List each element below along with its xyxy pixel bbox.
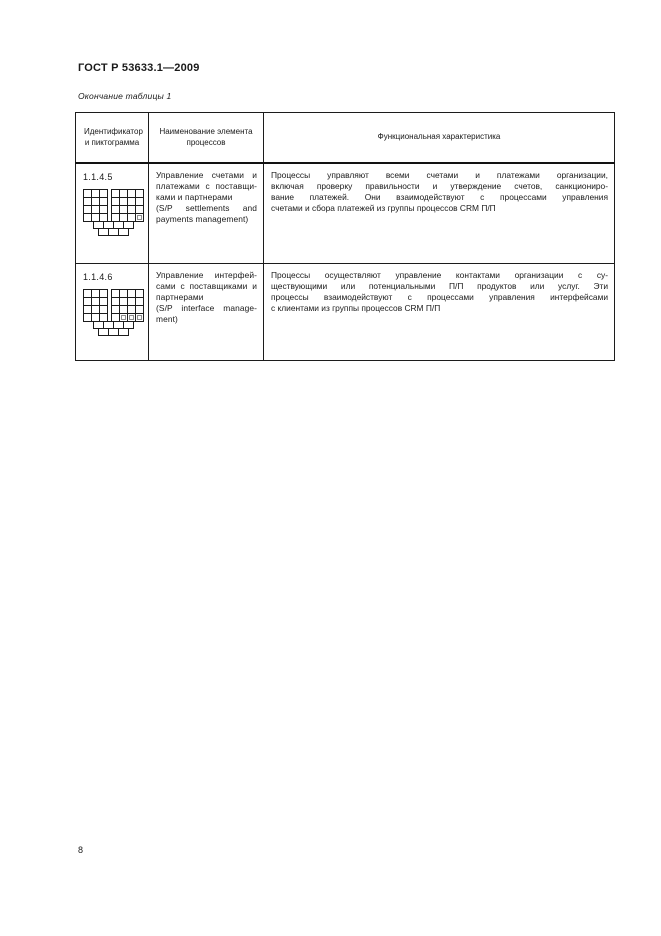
process-grid-cell [92,190,99,197]
col-header-identifier: Идентификатор и пиктограмма [76,113,149,164]
process-grid-cell [112,206,119,213]
process-grid-cell [92,314,99,321]
process-grid-cell [92,298,99,305]
marked-process-cell [137,315,142,320]
text-line: ществующими или потенциальными П/П продуктов или услуг. Эти [271,280,608,291]
marked-process-cell [137,215,142,220]
process-grid-cell [84,190,91,197]
marked-process-cell [129,315,134,320]
process-grid-cell [112,298,119,305]
page-number: 8 [78,845,84,855]
process-grid-cell [128,306,135,313]
process-grid-cell [84,314,91,321]
process-grid-cell [84,290,91,297]
process-grid-cell [120,290,127,297]
process-strip [98,328,129,336]
process-grid-cell [100,190,107,197]
process-grid-cell [112,198,119,205]
process-grid-cell [128,290,135,297]
col-header-function: Функциональная характеристика [264,113,615,164]
process-strip-cell [119,229,128,235]
process-grid-cell [136,214,143,221]
process-grid-cell [92,206,99,213]
process-strip-cell [99,329,108,335]
process-grid-cell [112,214,119,221]
process-grid-cell [128,314,135,321]
process-grid-cell [120,190,127,197]
marked-process-cell [121,315,126,320]
process-grid-cell [84,206,91,213]
process-grid-cell [136,314,143,321]
process-table [75,112,615,361]
process-grid-cell [100,314,107,321]
text-line: с клиентами из группы процессов CRM П/П [271,302,441,313]
process-strip-cell [109,229,118,235]
element-name-cell [149,263,264,360]
table-row [76,263,615,360]
text-line: сами с поставщиками и [156,280,257,291]
process-grid-cell [128,198,135,205]
text-line: счетами и сбора платежей из группы процессов CRM П/П [271,203,496,213]
process-grid [111,189,144,222]
process-grid-cell [84,306,91,313]
text-line: Процессы осуществляют управление контактами организации с су- [271,269,608,280]
process-grid-cell [136,306,143,313]
process-grid-cell [112,314,119,321]
function-description-cell [264,263,615,360]
process-strip [98,228,129,236]
process-grid-cell [136,290,143,297]
text-line: Управление счетами и [156,170,257,180]
process-grid-cell [128,190,135,197]
process-grid-cell [120,314,127,321]
process-grid-cell [100,298,107,305]
process-grid-cell [128,214,135,221]
identifier-cell [76,263,149,360]
process-grid-cell [120,298,127,305]
process-grid-cell [92,214,99,221]
process-grid-cell [128,298,135,305]
process-strip-cell [119,329,128,335]
process-grid [83,189,108,222]
text-line: процессы взаимодействуют с процессами управления интерфейсами [271,291,608,302]
etom-map-pictogram [83,289,144,336]
process-grid-cell [136,190,143,197]
process-strip-cell [99,229,108,235]
process-grid-cell [100,214,107,221]
process-grid-cell [128,206,135,213]
process-grid-cell [92,198,99,205]
process-grid-cell [84,198,91,205]
process-grid-cell [100,206,107,213]
process-grid-cell [120,198,127,205]
table-caption: Окончание таблицы 1 [78,91,172,101]
text-line: payments management) [156,214,249,224]
pictogram-grids [83,289,144,322]
pictogram-grids [83,189,144,222]
table-row [76,163,615,263]
text-line: ment) [156,313,178,324]
process-id: 1.1.4.5 [83,172,113,182]
text-line: Управление интерфей- [156,269,257,280]
process-grid-cell [92,306,99,313]
col-header-element-name: Наименование элемента процессов [149,113,264,164]
process-grid-cell [136,198,143,205]
text-line: включая проверку правильности и утверждение счетов, санкциониро- [271,181,608,191]
process-grid-cell [112,290,119,297]
table-header-row [76,113,615,164]
process-grid-cell [120,206,127,213]
element-name-cell [149,163,264,263]
process-grid-cell [100,306,107,313]
process-grid-cell [100,290,107,297]
process-id: 1.1.4.6 [83,271,113,282]
text-line: вание платежей. Они взаимодействуют с процессами управления [271,192,608,202]
process-grid-cell [92,290,99,297]
process-strip-cell [109,329,118,335]
process-grid-cell [84,298,91,305]
function-description-cell [264,163,615,263]
document-code: ГОСТ Р 53633.1—2009 [78,62,200,74]
text-line: (S/P interface manage- [156,302,257,313]
process-grid [111,289,144,322]
process-grid-cell [120,306,127,313]
process-grid-cell [100,198,107,205]
text-line: партнерами [156,291,204,302]
process-grid-cell [136,206,143,213]
process-grid-cell [112,306,119,313]
process-grid-cell [84,214,91,221]
text-line: Процессы управляют всеми счетами и платежами организации, [271,170,608,180]
etom-map-pictogram [83,189,144,236]
process-grid-cell [112,190,119,197]
text-line: платежами с поставщи- [156,181,257,191]
text-line: (S/P settlements and [156,203,257,213]
text-line: ками и партнерами [156,192,233,202]
process-grid-cell [120,214,127,221]
process-grid-cell [136,298,143,305]
process-grid [83,289,108,322]
identifier-cell [76,163,149,263]
